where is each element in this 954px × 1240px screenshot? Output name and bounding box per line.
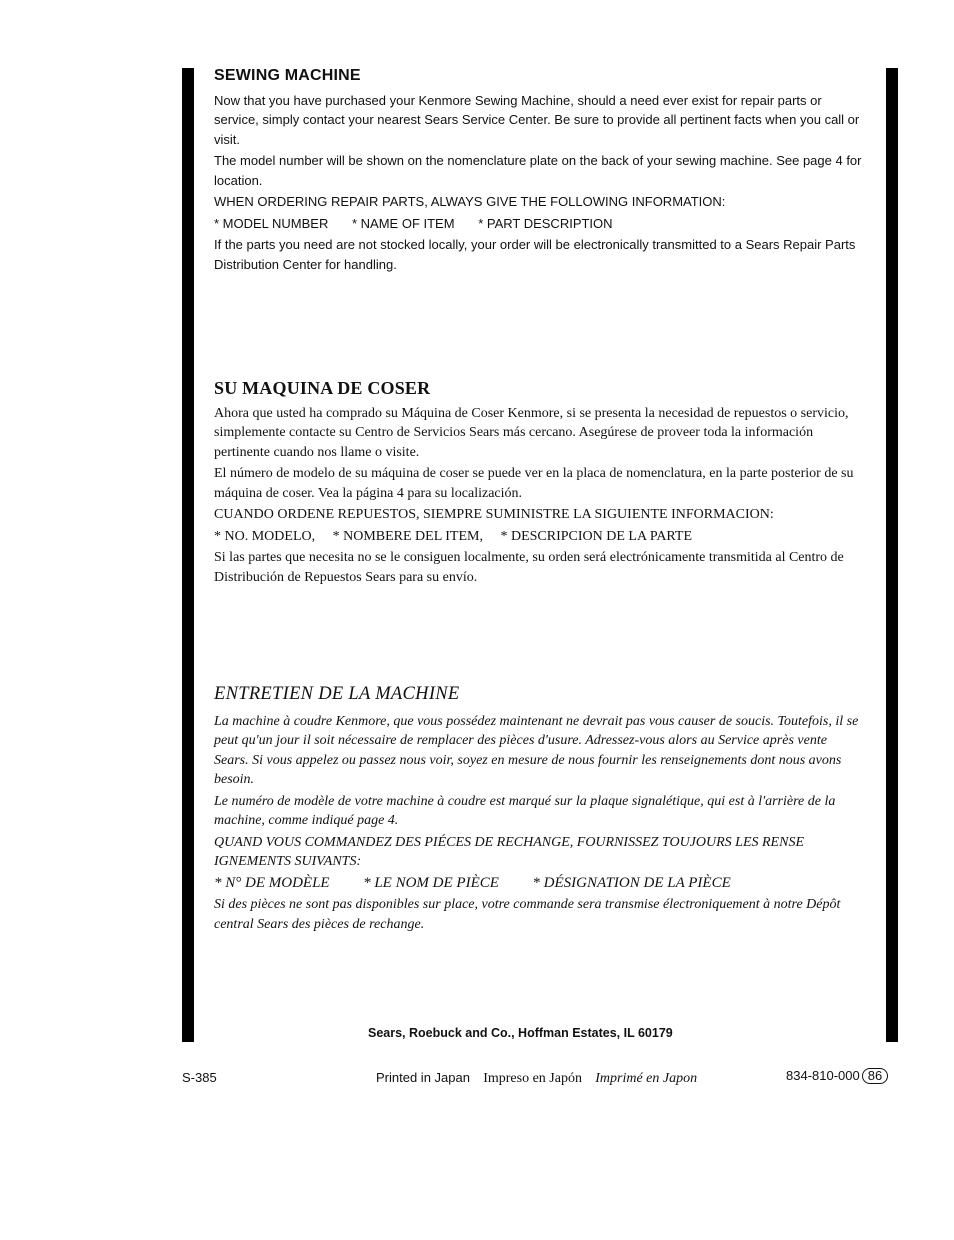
english-info-item: * MODEL NUMBER	[214, 215, 329, 231]
english-info-item: * NAME OF ITEM	[352, 215, 455, 231]
french-paragraph-1: La machine à coudre Kenmore, que vous possédez maintenant ne devrait pas vous causer de soucis. Toutefois, il se peut qu'un jour il soit nécessaire de remplacer des pièces d'usure. Adressez-vous alors au Service après vente Sears. Si vous appelez ou passez nous voir, soyez en mesure de nous fournir les renseignements dont nous avons besoin.	[214, 713, 859, 787]
french-info-item: * DÉSIGNATION DE LA PIÈCE	[532, 874, 731, 891]
right-margin-bar	[886, 68, 898, 1042]
english-info-item: * PART DESCRIPTION	[478, 215, 613, 231]
english-section	[214, 66, 864, 276]
page-badge: 86	[862, 1068, 888, 1084]
english-paragraph-4: If the parts you need are not stocked locally, your order will be electronically transmitted to a Sears Repair Parts Distribution Center for handling.	[214, 237, 856, 272]
french-info-list	[214, 874, 864, 894]
english-paragraph-2: The model number will be shown on the nomenclature plate on the back of your sewing machine. See page 4 for location.	[214, 153, 862, 188]
spanish-paragraph-3: CUANDO ORDENE REPUESTOS, SIEMPRE SUMINISTRE LA SIGUIENTE INFORMACION:	[214, 507, 774, 522]
spanish-paragraph-2: El número de modelo de su máquina de coser se puede ver en la placa de nomenclatura, en la parte posterior de su máquina de coser. Vea la página 4 para su localización.	[214, 466, 854, 501]
spanish-info-item: * NO. MODELO,	[214, 528, 316, 544]
french-paragraph-4: Si des pièces ne sont pas disponibles sur place, votre commande sera transmise électroniquement à notre Dépôt central Sears des pièces de rechange.	[214, 897, 841, 932]
spanish-info-item: * DESCRIPCION DE LA PARTE	[500, 528, 693, 544]
printed-in-line	[376, 1070, 697, 1087]
printed-french: Imprimé en Japon	[595, 1071, 698, 1086]
french-info-item: * N° DE MODÈLE	[214, 874, 330, 891]
french-paragraph-2: Le numéro de modèle de votre machine à coudre est marqué sur la plaque signalétique, qui est à l'arrière de la machine, comme indiqué page 4.	[214, 793, 836, 828]
english-paragraph-3: WHEN ORDERING REPAIR PARTS, ALWAYS GIVE THE FOLLOWING INFORMATION:	[214, 194, 726, 209]
french-heading: ENTRETIEN DE LA MACHINE	[214, 684, 460, 704]
spanish-heading: SU MAQUINA DE COSER	[214, 378, 431, 398]
company-address: Sears, Roebuck and Co., Hoffman Estates, IL 60179	[368, 1026, 673, 1040]
spanish-section	[214, 379, 864, 589]
part-number	[786, 1068, 888, 1084]
spanish-paragraph-1: Ahora que usted ha comprado su Máquina de Coser Kenmore, si se presenta la necesidad de repuestos o servicio, simplemente contacte su Centro de Servicios Sears más cercano. Asegúrese de proveer toda la información pertinente cuando nos llame o visite.	[214, 405, 849, 460]
left-margin-bar	[182, 68, 194, 1042]
french-section	[214, 685, 864, 936]
french-info-item: * LE NOM DE PIÈCE	[363, 874, 499, 891]
spanish-info-list	[214, 527, 864, 547]
english-heading: SEWING MACHINE	[214, 67, 361, 84]
printed-spanish: Impreso en Japón	[483, 1071, 582, 1086]
english-info-list	[214, 214, 864, 234]
printed-english: Printed in Japan	[376, 1070, 470, 1085]
french-paragraph-3: QUAND VOUS COMMANDEZ DES PIÉCES DE RECHANGE, FOURNISSEZ TOUJOURS LES RENSE IGNEMENTS SUIVANTS:	[214, 834, 805, 869]
document-code: S-385	[182, 1070, 217, 1085]
spanish-paragraph-4: Si las partes que necesita no se le consiguen localmente, su orden será electrónicamente transmitida al Centro de Distribución de Repuestos Sears para su envío.	[214, 550, 844, 585]
part-number-text: 834-810-000	[786, 1068, 860, 1083]
spanish-info-item: * NOMBERE DEL ITEM,	[332, 528, 483, 544]
english-paragraph-1: Now that you have purchased your Kenmore Sewing Machine, should a need ever exist for repair parts or service, simply contact your nearest Sears Service Center. Be sure to provide all pertinent facts when you call or visit.	[214, 92, 860, 147]
